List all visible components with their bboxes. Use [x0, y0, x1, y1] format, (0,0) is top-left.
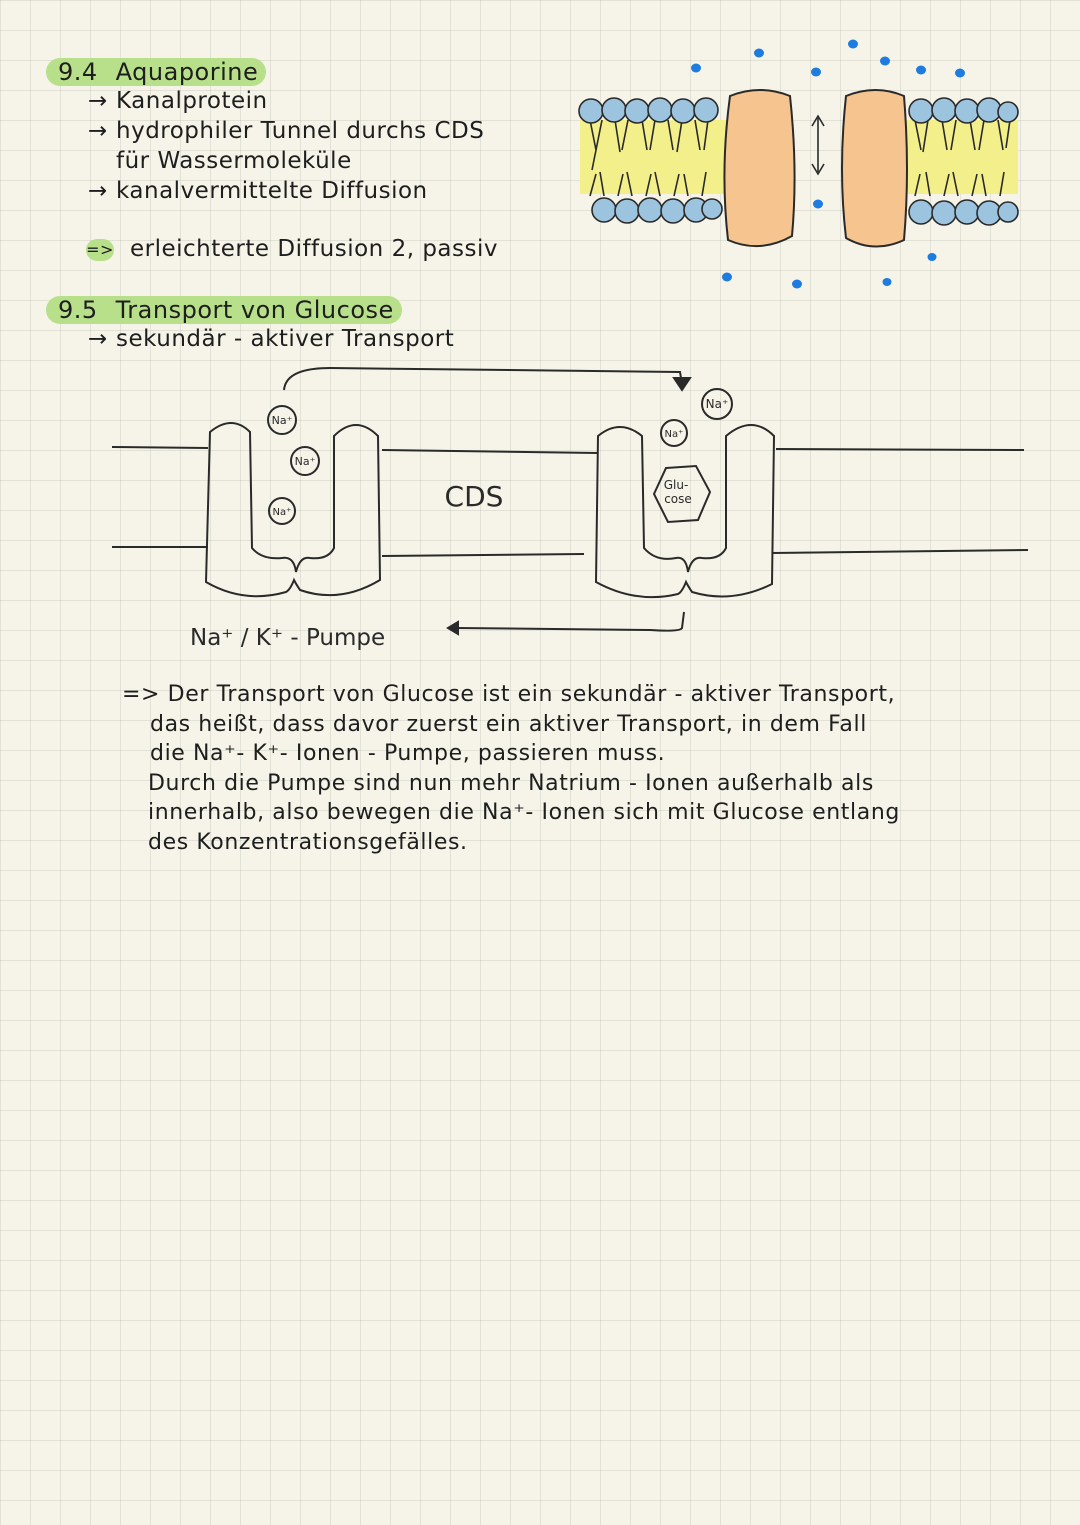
flow-arrow-top-head — [674, 378, 690, 390]
membrane-line — [382, 554, 584, 556]
ion-label: Na⁺ — [271, 414, 293, 427]
explanation-line: innerhalb, also bewegen die Na⁺- Ionen sich mit Glucose entlang — [148, 800, 900, 825]
flow-arrow-bottom — [456, 612, 684, 631]
arrow-icon: → — [88, 118, 108, 144]
bullet-text: Kanalprotein — [116, 88, 268, 114]
implies-icon: => — [86, 239, 114, 259]
glucose-label-line2: cose — [664, 492, 692, 506]
symporter-protein — [596, 425, 774, 597]
arrow-icon: → — [88, 88, 108, 114]
membrane-line — [776, 449, 1024, 450]
pump-label: Na⁺ / K⁺ - Pumpe — [190, 625, 386, 651]
flow-arrow-top — [284, 368, 682, 390]
ion-label: Na⁺ — [664, 429, 684, 440]
flow-arrow-bottom-head — [448, 622, 458, 634]
bullet-text: kanalvermittelte Diffusion — [116, 178, 428, 204]
aquaporin-protein-left — [724, 90, 794, 246]
explanation-line: des Konzentrationsgefälles. — [148, 829, 468, 855]
arrow-icon: → — [88, 326, 108, 352]
bidirectional-arrow-icon — [812, 116, 824, 174]
explanation-line: das heißt, dass davor zuerst ein aktiver Transport, in dem Fall — [150, 711, 867, 737]
membrane-line — [112, 447, 208, 448]
membrane-label: CDS — [444, 480, 504, 513]
diagram-labels — [190, 397, 728, 651]
section-title: Transport von Glucose — [115, 296, 394, 324]
aquaporin-protein-right — [842, 90, 907, 247]
bullet-text: sekundär - aktiver Transport — [116, 326, 455, 352]
section-title: Aquaporine — [115, 58, 259, 86]
bullet-text: für Wassermoleküle — [116, 148, 352, 174]
glucose-transport-diagram — [112, 368, 1028, 634]
ion-label: Na⁺ — [272, 507, 292, 518]
membrane-line — [382, 450, 598, 453]
arrow-icon: → — [88, 178, 108, 204]
conclusion-text: erleichterte Diffusion 2, passiv — [130, 236, 498, 262]
explanation-line: die Na⁺- K⁺- Ionen - Pumpe, passieren muss. — [150, 741, 666, 766]
glucose-label-line1: Glu- — [663, 478, 689, 492]
na-k-pump-protein — [206, 423, 380, 596]
section-number: 9.5 — [58, 296, 98, 324]
ion-label: Na⁺ — [705, 397, 729, 411]
bullet-text: hydrophiler Tunnel durchs CDS — [116, 118, 485, 144]
membrane-line — [772, 550, 1028, 553]
explanation-line: => Der Transport von Glucose ist ein sekundär - aktiver Transport, — [122, 682, 896, 707]
ion-label: Na⁺ — [294, 455, 316, 468]
section-number: 9.4 — [58, 58, 98, 86]
aquaporin-diagram — [579, 40, 1018, 289]
explanation-line: Durch die Pumpe sind nun mehr Natrium - Ionen außerhalb als — [148, 770, 874, 796]
explanation-paragraph — [122, 680, 900, 857]
